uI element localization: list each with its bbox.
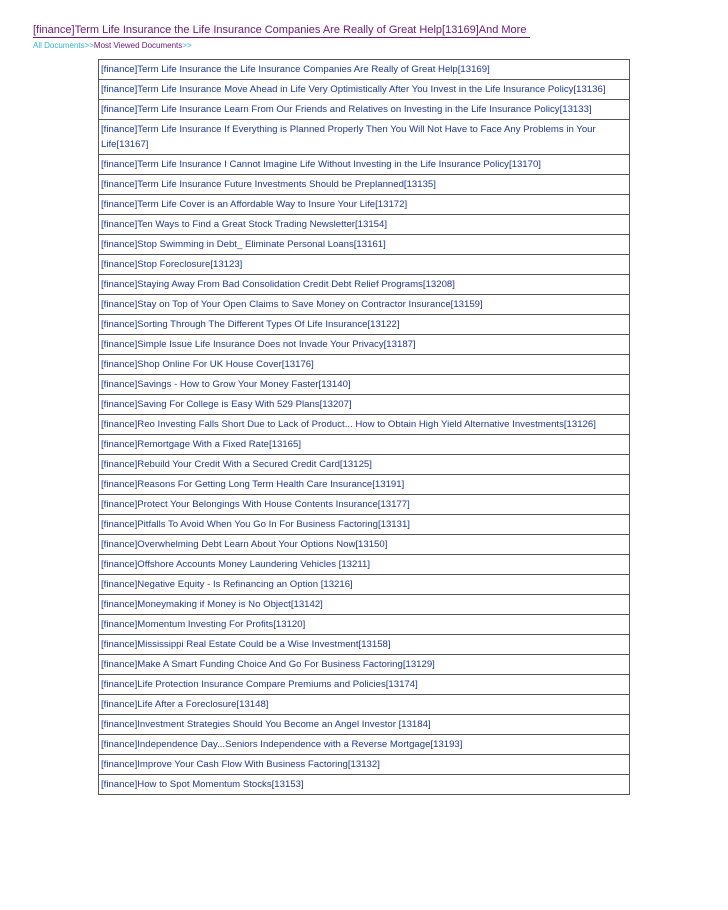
document-link[interactable]: [finance]Term Life Cover is an Affordable Way to Insure Your Life[13172]	[101, 199, 408, 210]
list-item	[99, 235, 629, 255]
page-title: [finance]Term Life Insurance the Life Insurance Companies Are Really of Great Help[13169]And More	[33, 24, 530, 38]
list-item	[99, 315, 629, 335]
document-link[interactable]: [finance]Stay on Top of Your Open Claims to Save Money on Contractor Insurance[13159]	[101, 299, 483, 310]
list-item	[99, 555, 629, 575]
list-item	[99, 120, 629, 155]
document-link[interactable]: [finance]Offshore Accounts Money Laundering Vehicles [13211]	[101, 559, 370, 570]
document-link[interactable]: [finance]Term Life Insurance the Life Insurance Companies Are Really of Great Help[13169]	[101, 64, 490, 75]
document-link[interactable]: [finance]Stop Swimming in Debt_ Eliminate Personal Loans[13161]	[101, 239, 386, 250]
list-item	[99, 715, 629, 735]
list-item	[99, 595, 629, 615]
list-item	[99, 335, 629, 355]
list-item	[99, 275, 629, 295]
document-link[interactable]: [finance]Remortgage With a Fixed Rate[13165]	[101, 439, 301, 450]
list-item	[99, 455, 629, 475]
list-item	[99, 515, 629, 535]
document-link[interactable]: [finance]Momentum Investing For Profits[13120]	[101, 619, 306, 630]
document-link[interactable]: [finance]Negative Equity - Is Refinancing an Option [13216]	[101, 579, 353, 590]
list-item	[99, 375, 629, 395]
document-link[interactable]: [finance]Saving For College is Easy With 529 Plans[13207]	[101, 399, 352, 410]
list-item	[99, 475, 629, 495]
document-link[interactable]: [finance]Term Life Insurance Learn From Our Friends and Relatives on Investing in the Life Insurance Policy[13133]	[101, 104, 592, 115]
document-link[interactable]: [finance]Sorting Through The Different Types Of Life Insurance[13122]	[101, 319, 400, 330]
document-link[interactable]: [finance]Savings - How to Grow Your Money Faster[13140]	[101, 379, 351, 390]
list-item	[99, 100, 629, 120]
document-link[interactable]: [finance]Stop Foreclosure[13123]	[101, 259, 243, 270]
document-link[interactable]: [finance]Simple Issue Life Insurance Does not Invade Your Privacy[13187]	[101, 339, 416, 350]
list-item	[99, 775, 629, 794]
list-item	[99, 355, 629, 375]
list-item	[99, 495, 629, 515]
list-item	[99, 655, 629, 675]
breadcrumb-all-documents-link[interactable]: All Documents	[33, 41, 85, 50]
document-link[interactable]: [finance]Pitfalls To Avoid When You Go In For Business Factoring[13131]	[101, 519, 410, 530]
document-link[interactable]: [finance]Protect Your Belongings With House Contents Insurance[13177]	[101, 499, 410, 510]
list-item	[99, 735, 629, 755]
document-link[interactable]: [finance]Mississippi Real Estate Could be a Wise Investment[13158]	[101, 639, 391, 650]
document-link[interactable]: [finance]Moneymaking if Money is No Object[13142]	[101, 599, 323, 610]
breadcrumb	[33, 41, 192, 50]
document-link[interactable]: [finance]Ten Ways to Find a Great Stock Trading Newsletter[13154]	[101, 219, 387, 230]
breadcrumb-separator: >>	[182, 41, 192, 50]
list-item	[99, 80, 629, 100]
document-link[interactable]: [finance]Make A Smart Funding Choice And Go For Business Factoring[13129]	[101, 659, 435, 670]
list-item	[99, 695, 629, 715]
document-link[interactable]: [finance]Reasons For Getting Long Term Health Care Insurance[13191]	[101, 479, 405, 490]
list-item	[99, 535, 629, 555]
document-link[interactable]: [finance]Shop Online For UK House Cover[13176]	[101, 359, 314, 370]
document-link[interactable]: [finance]Improve Your Cash Flow With Business Factoring[13132]	[101, 759, 380, 770]
list-item	[99, 635, 629, 655]
breadcrumb-separator: >>	[84, 41, 94, 50]
list-item	[99, 615, 629, 635]
document-link[interactable]: [finance]Term Life Insurance If Everything is Planned Properly Then You Will Not Have to Face Any Problems in Your Life[13167]	[101, 124, 596, 150]
list-item	[99, 435, 629, 455]
document-link[interactable]: [finance]Overwhelming Debt Learn About Your Options Now[13150]	[101, 539, 388, 550]
list-item	[99, 295, 629, 315]
list-item	[99, 155, 629, 175]
list-item	[99, 60, 629, 80]
document-link[interactable]: [finance]Life Protection Insurance Compare Premiums and Policies[13174]	[101, 679, 418, 690]
document-link[interactable]: [finance]Reo Investing Falls Short Due to Lack of Product... How to Obtain High Yield Alternative Investments[13126]	[101, 419, 596, 430]
breadcrumb-most-viewed-link[interactable]: Most Viewed Documents	[93, 41, 183, 50]
list-item	[99, 575, 629, 595]
list-item	[99, 675, 629, 695]
list-item	[99, 215, 629, 235]
document-link[interactable]: [finance]Investment Strategies Should You Become an Angel Investor [13184]	[101, 719, 431, 730]
list-item	[99, 175, 629, 195]
list-item	[99, 195, 629, 215]
document-link[interactable]: [finance]Independence Day...Seniors Independence with a Reverse Mortgage[13193]	[101, 739, 463, 750]
list-item	[99, 415, 629, 435]
document-link[interactable]: [finance]Staying Away From Bad Consolidation Credit Debt Relief Programs[13208]	[101, 279, 455, 290]
document-link[interactable]: [finance]Life After a Foreclosure[13148]	[101, 699, 269, 710]
document-link[interactable]: [finance]Term Life Insurance Future Investments Should be Preplanned[13135]	[101, 179, 436, 190]
list-item	[99, 395, 629, 415]
document-link[interactable]: [finance]Rebuild Your Credit With a Secured Credit Card[13125]	[101, 459, 372, 470]
list-item	[99, 255, 629, 275]
document-list	[98, 59, 630, 795]
list-item	[99, 755, 629, 775]
document-link[interactable]: [finance]How to Spot Momentum Stocks[13153]	[101, 779, 304, 790]
document-link[interactable]: [finance]Term Life Insurance I Cannot Imagine Life Without Investing in the Life Insurance Policy[13170]	[101, 159, 541, 170]
document-link[interactable]: [finance]Term Life Insurance Move Ahead in Life Very Optimistically After You Invest in the Life Insurance Policy[13136]	[101, 84, 606, 95]
